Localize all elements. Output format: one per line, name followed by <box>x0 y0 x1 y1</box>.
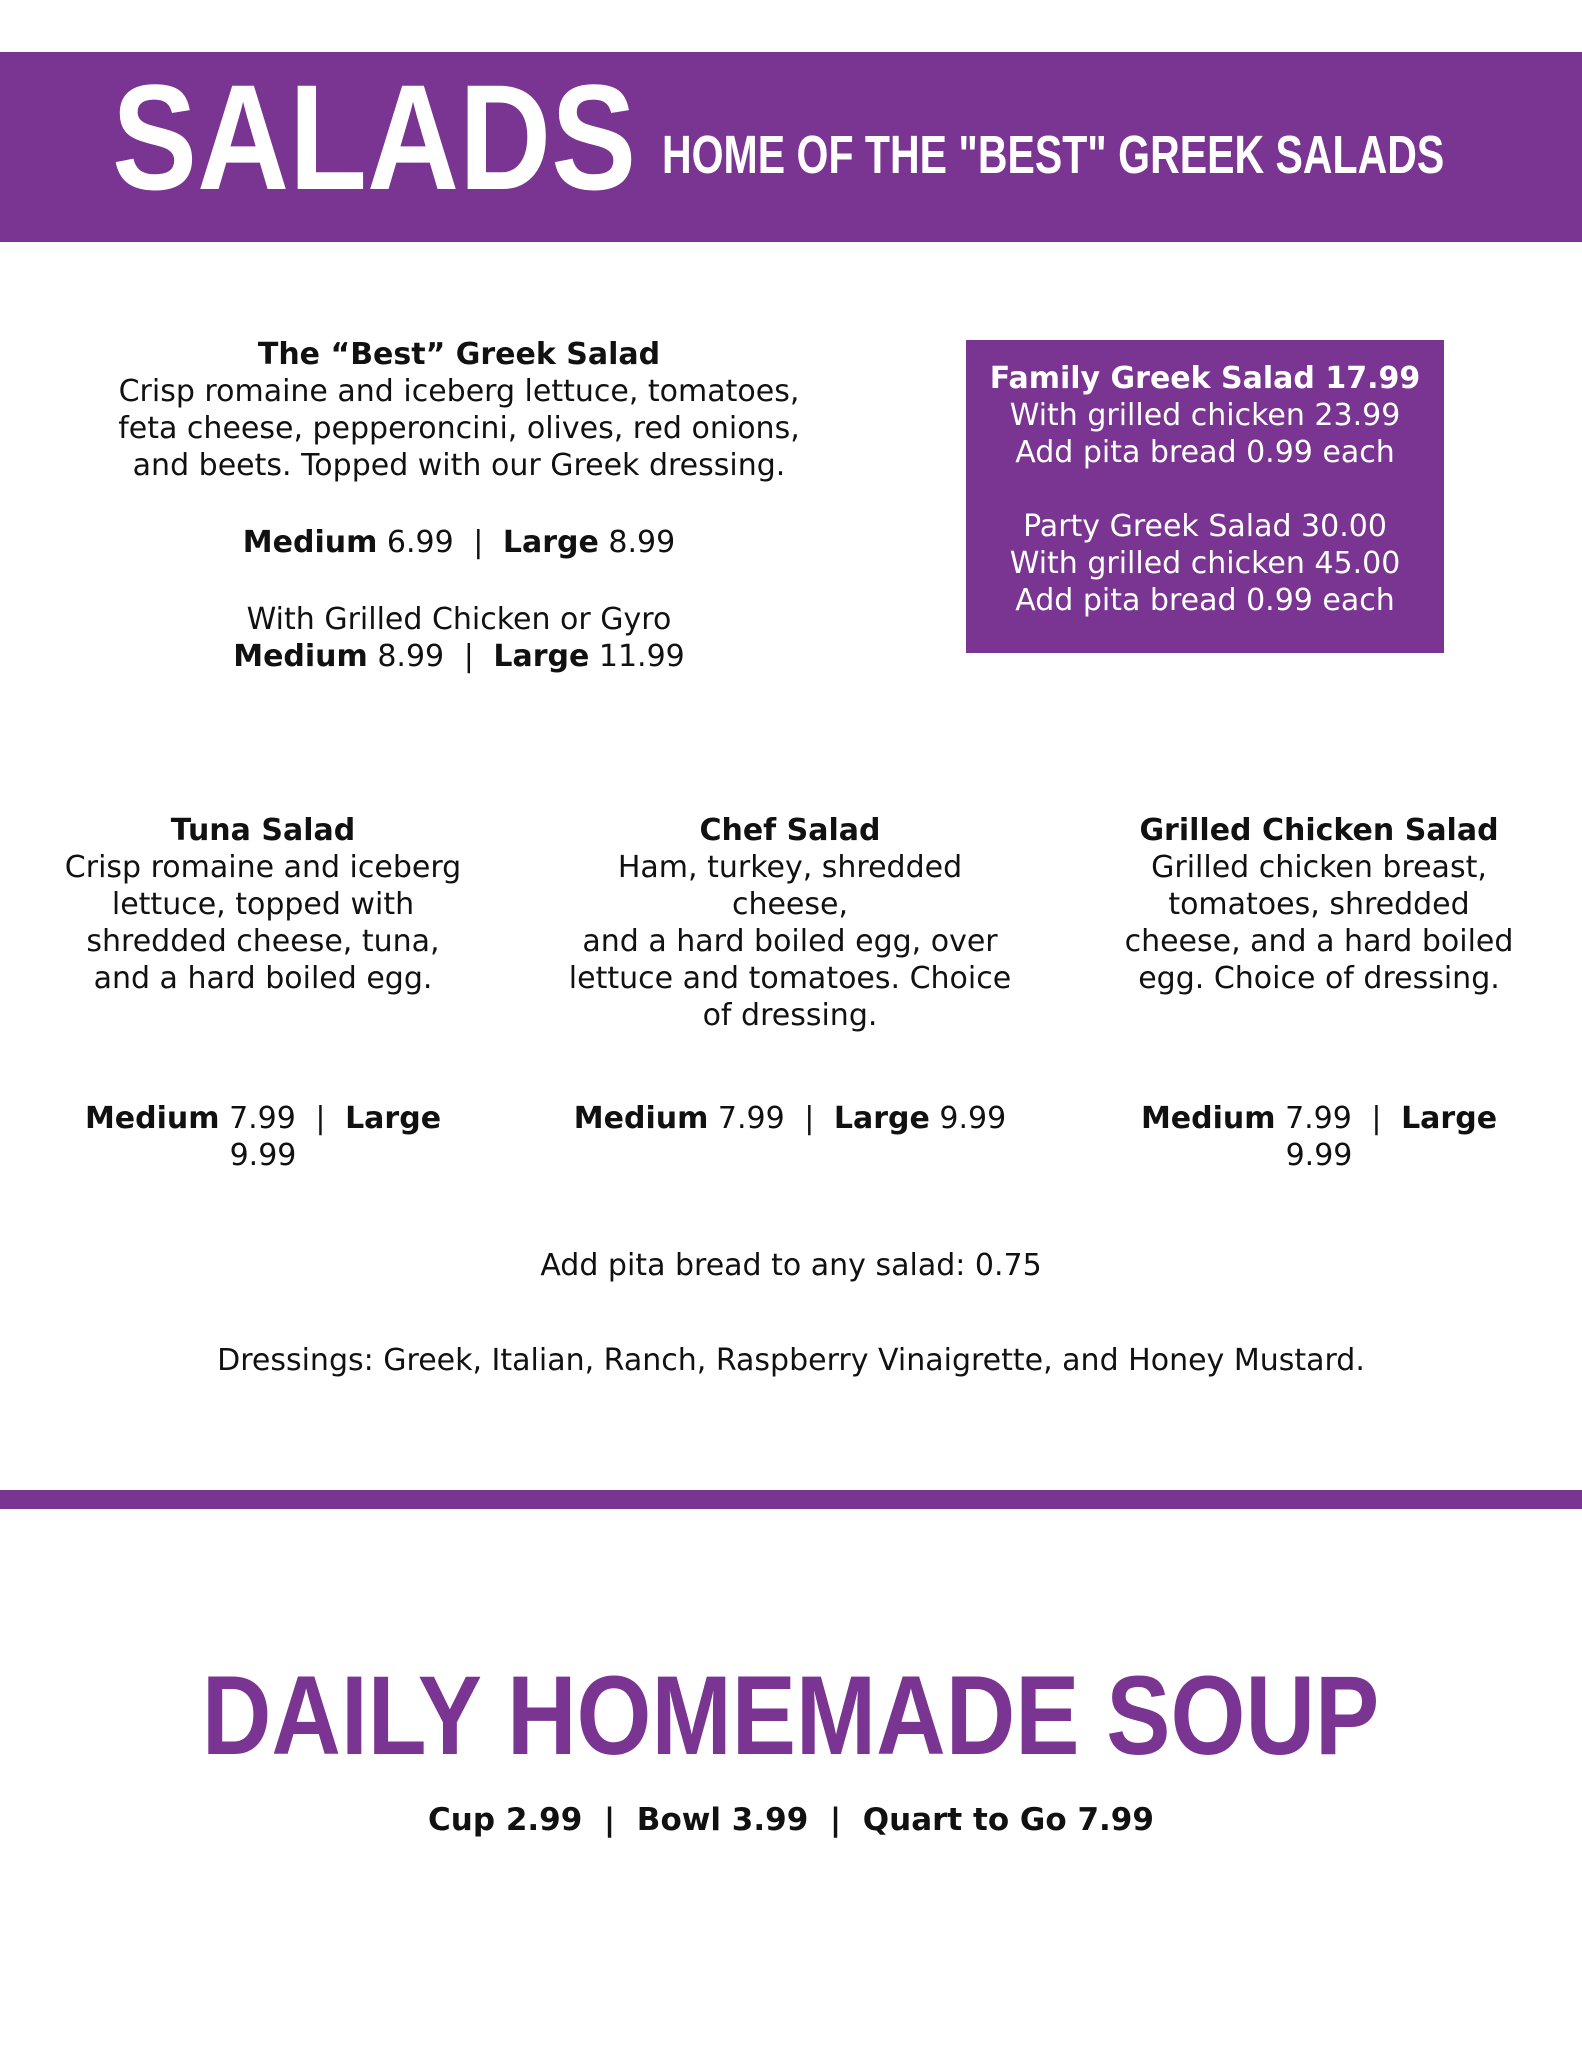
size-label: Large <box>833 1101 930 1136</box>
chef-salad-prices <box>560 1100 1020 1137</box>
party-salad-title: Party Greek Salad 30.00 <box>1023 509 1387 544</box>
tuna-salad-prices <box>50 1100 476 1174</box>
spacer <box>100 561 818 601</box>
size-label: Large <box>493 639 590 674</box>
size-price: 7.99 <box>1285 1101 1352 1136</box>
size-price: 8.99 <box>377 639 445 674</box>
size-label: Medium <box>242 525 378 560</box>
size-price: 9.99 <box>939 1101 1007 1136</box>
size-price: 7.99 <box>229 1101 296 1136</box>
grilled-chicken-salad-item <box>1106 812 1532 997</box>
item-option-price-line <box>100 638 818 675</box>
item-description-line: feta cheese, pepperoncini, olives, red onions, <box>118 411 800 446</box>
page-subtitle: HOME OF THE "BEST" GREEK SALADS <box>662 125 1445 185</box>
dressings-note: Dressings: Greek, Italian, Ranch, Raspberry Vinaigrette, and Honey Mustard. <box>217 1343 1365 1378</box>
item-description-line: tomatoes, shredded <box>1168 887 1470 922</box>
spacer <box>966 471 1444 508</box>
family-salad-title: Family Greek Salad 17.99 <box>989 361 1421 396</box>
item-description-line: lettuce and tomatoes. Choice <box>568 961 1012 996</box>
size-price: 9.99 <box>1285 1138 1353 1173</box>
family-salad-chicken: With grilled chicken 23.99 <box>1009 398 1401 433</box>
section-divider <box>0 1490 1582 1509</box>
item-description-line: egg. Choice of dressing. <box>1138 961 1500 996</box>
item-description-line: of dressing. <box>702 998 878 1033</box>
soup-title <box>0 1653 1582 1778</box>
separator: | <box>463 639 474 674</box>
party-salad-pita: Add pita bread 0.99 each <box>1015 583 1395 618</box>
item-description-line: cheese, and a hard boiled <box>1124 924 1514 959</box>
item-description-line: Crisp romaine and iceberg lettuce, tomatoes, <box>118 374 800 409</box>
size-price: 9.99 <box>229 1138 297 1173</box>
item-description-line: Grilled chicken breast, <box>1151 850 1487 885</box>
pita-note: Add pita bread to any salad: 0.75 <box>540 1248 1042 1283</box>
spacer <box>100 484 818 524</box>
item-name: The “Best” Greek Salad <box>257 337 661 372</box>
soup-title-text: DAILY HOMEMADE SOUP <box>202 1653 1380 1778</box>
item-name: Grilled Chicken Salad <box>1139 813 1499 848</box>
item-description-line: and beets. Topped with our Greek dressing. <box>132 448 786 483</box>
separator: | <box>315 1101 326 1136</box>
size-label: Large <box>502 525 599 560</box>
size-label: Medium <box>84 1101 220 1136</box>
item-description-line: and a hard boiled egg, over <box>582 924 998 959</box>
item-description-line: Ham, turkey, shredded cheese, <box>617 850 963 922</box>
item-description-line: Crisp romaine and iceberg <box>64 850 462 885</box>
page-title: SALADS <box>112 53 637 221</box>
size-label: Large <box>345 1101 442 1136</box>
item-description-line: lettuce, topped with <box>111 887 415 922</box>
tuna-salad-item <box>50 812 476 997</box>
party-salad-chicken: With grilled chicken 45.00 <box>1009 546 1401 581</box>
family-salad-pita: Add pita bread 0.99 each <box>1015 435 1395 470</box>
item-option-text: With Grilled Chicken or Gyro <box>246 602 672 637</box>
item-name: Tuna Salad <box>170 813 356 848</box>
family-party-box <box>966 340 1444 653</box>
separator: | <box>804 1101 815 1136</box>
size-label: Medium <box>573 1101 709 1136</box>
separator: | <box>473 525 484 560</box>
size-price: 6.99 <box>386 525 454 560</box>
size-label: Medium <box>1140 1101 1276 1136</box>
size-price: 7.99 <box>717 1101 785 1136</box>
size-label: Medium <box>233 639 368 674</box>
chef-salad-item <box>560 812 1020 1034</box>
item-description-line: and a hard boiled egg. <box>93 961 433 996</box>
grilled-chicken-salad-prices <box>1106 1100 1532 1174</box>
separator: | <box>1371 1101 1382 1136</box>
item-price-line <box>100 524 818 561</box>
size-price: 8.99 <box>608 525 676 560</box>
soup-prices: Cup 2.99 | Bowl 3.99 | Quart to Go 7.99 <box>428 1802 1154 1838</box>
item-name: Chef Salad <box>699 813 881 848</box>
size-label: Large <box>1401 1101 1498 1136</box>
greek-salad-item <box>100 336 818 675</box>
item-description-line: shredded cheese, tuna, <box>86 924 440 959</box>
size-price: 11.99 <box>598 639 685 674</box>
